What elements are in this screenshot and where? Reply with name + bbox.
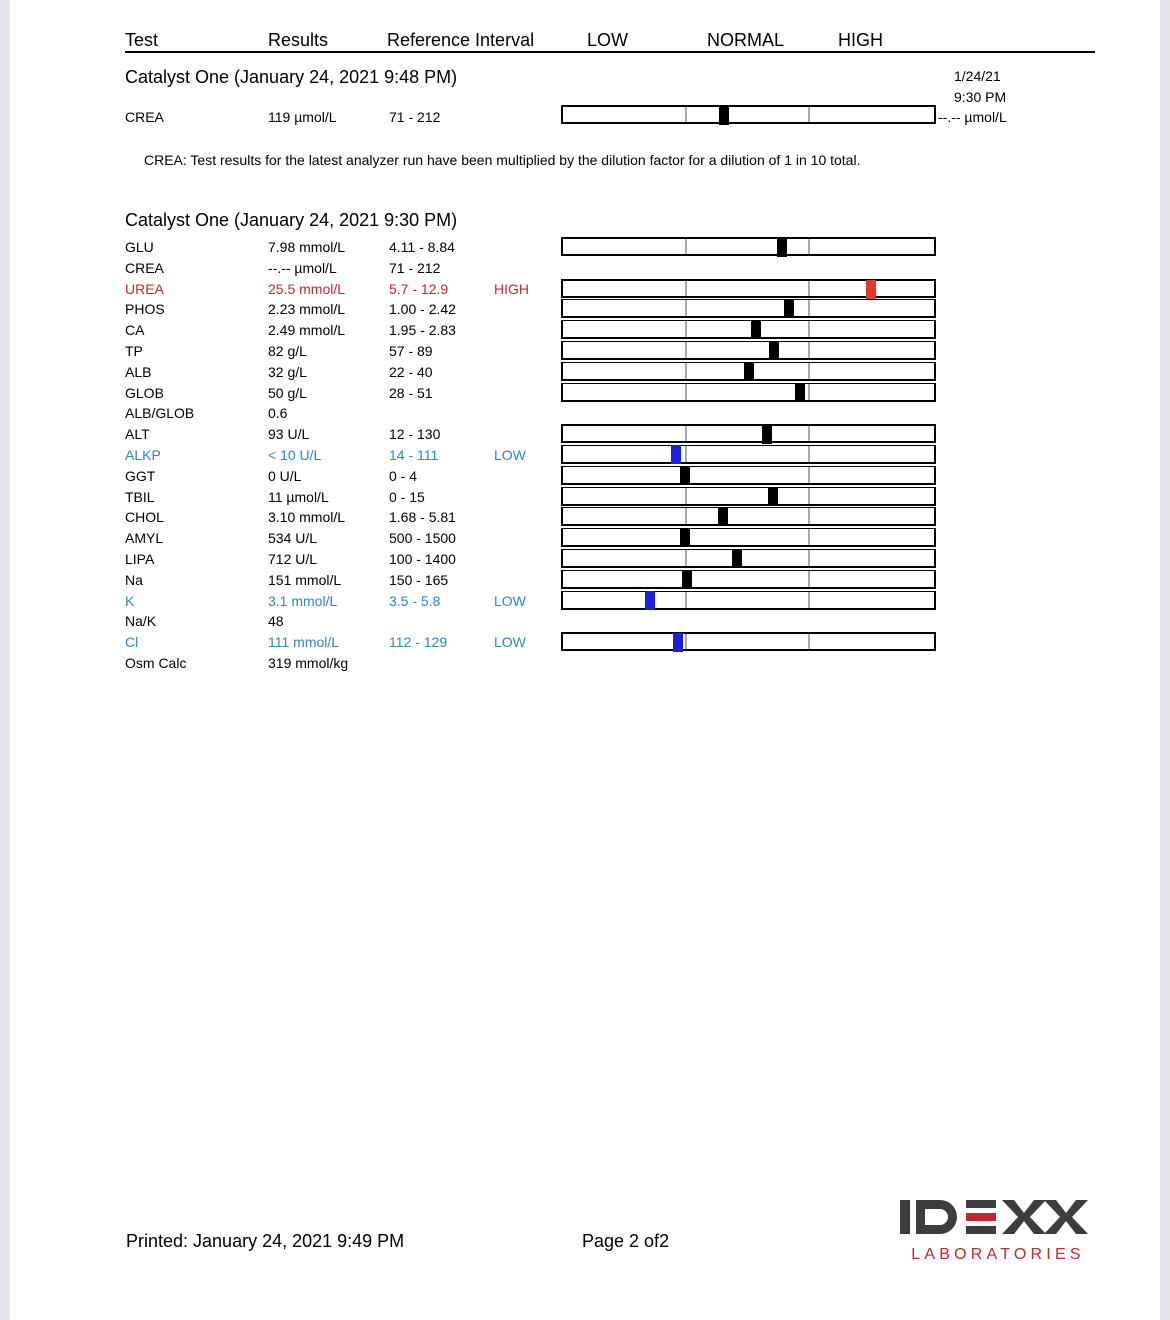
normal-high-divider	[808, 488, 810, 504]
table-row	[10, 632, 1160, 653]
result-marker	[682, 570, 692, 589]
result-marker	[769, 341, 779, 360]
run1-title: Catalyst One (January 24, 2021 9:48 PM)	[125, 67, 458, 87]
result-marker	[751, 320, 761, 339]
dilution-note: CREA: Test results for the latest analyzer run have been multiplied by the dilution factor for a dilution of 1 in 10 total.	[144, 152, 861, 168]
range-bar	[561, 632, 936, 651]
normal-high-divider	[808, 281, 810, 296]
test-reference: 3.5 - 5.8	[389, 593, 441, 609]
table-row	[10, 341, 1160, 362]
test-name: GLOB	[125, 385, 164, 401]
test-result: 111 mmol/L	[268, 634, 340, 650]
table-row	[10, 487, 1160, 508]
table-row	[10, 549, 1160, 570]
result-marker	[645, 591, 655, 610]
test-result: --.-- µmol/L	[268, 260, 337, 276]
table-row	[10, 653, 1160, 674]
range-bar	[561, 445, 936, 464]
normal-high-divider	[808, 571, 810, 587]
test-reference: 12 - 130	[389, 426, 441, 442]
table-row	[10, 424, 1160, 445]
low-normal-divider	[685, 550, 687, 566]
result-marker	[680, 528, 690, 547]
test-name: K	[125, 593, 135, 609]
test-result: 119 µmol/L	[268, 109, 337, 125]
normal-high-divider	[808, 634, 810, 649]
test-name: ALT	[125, 426, 150, 442]
run2-title: Catalyst One (January 24, 2021 9:30 PM)	[125, 210, 458, 230]
range-bar	[561, 383, 936, 402]
low-normal-divider	[685, 488, 687, 504]
result-marker	[719, 106, 729, 125]
test-reference: 71 - 212	[389, 260, 441, 276]
test-result: 3.1 mmol/L	[268, 593, 338, 609]
range-bar	[561, 528, 936, 547]
table-row	[10, 528, 1160, 549]
test-name: TP	[125, 343, 143, 359]
test-result: 93 U/L	[268, 426, 310, 442]
test-result: 11 µmol/L	[268, 489, 329, 505]
low-normal-divider	[685, 107, 687, 122]
low-normal-divider	[685, 384, 687, 400]
test-result: 712 U/L	[268, 551, 318, 567]
range-bar	[561, 466, 936, 485]
test-reference: 14 - 111	[389, 447, 439, 463]
range-bar	[561, 341, 936, 360]
test-result: 319 mmol/kg	[268, 655, 349, 671]
table-row	[10, 445, 1160, 466]
normal-high-divider	[808, 508, 810, 524]
test-reference: 1.95 - 2.83	[389, 322, 456, 338]
header-rule	[125, 51, 1095, 53]
previous-run-date	[954, 66, 1006, 108]
table-row	[10, 570, 1160, 591]
previous-run-value: --.-- µmol/L	[938, 109, 1007, 125]
result-marker	[671, 445, 681, 464]
test-name: CA	[125, 322, 145, 338]
test-result: 2.23 mmol/L	[268, 301, 346, 317]
test-result: 534 U/L	[268, 530, 318, 546]
test-flag: HIGH	[494, 281, 529, 297]
low-normal-divider	[685, 363, 687, 379]
table-row	[10, 403, 1160, 424]
test-name: AMYL	[125, 530, 164, 546]
test-result: 7.98 mmol/L	[268, 239, 346, 255]
table-row	[10, 320, 1160, 341]
previous-run-date-time: 9:30 PM	[954, 89, 1007, 105]
test-result: 0.6	[268, 405, 288, 421]
table-row	[10, 237, 1160, 258]
test-result: 50 g/L	[268, 385, 307, 401]
header-low: LOW	[587, 30, 629, 50]
result-marker	[673, 633, 683, 652]
test-name: Cl	[125, 634, 139, 650]
normal-high-divider	[808, 446, 810, 462]
low-normal-divider	[685, 446, 687, 462]
range-bar	[561, 424, 936, 443]
low-normal-divider	[685, 281, 687, 296]
result-marker	[718, 507, 728, 526]
test-name: CREA	[125, 109, 164, 125]
previous-run-date-day: 1/24/21	[954, 68, 1001, 84]
test-name: ALKP	[125, 447, 161, 463]
test-reference: 1.00 - 2.42	[389, 301, 456, 317]
table-row	[10, 507, 1160, 528]
svg-text:LABORATORIES: LABORATORIES	[911, 1246, 1085, 1263]
test-result: 2.49 mmol/L	[268, 322, 346, 338]
report-page	[10, 0, 1160, 1320]
test-name: Na	[125, 572, 143, 588]
test-result: 0 U/L	[268, 468, 302, 484]
normal-high-divider	[808, 592, 810, 608]
result-marker	[777, 238, 787, 257]
low-normal-divider	[685, 592, 687, 608]
test-result: < 10 U/L	[268, 447, 322, 463]
header-reference-interval: Reference Interval	[387, 30, 535, 50]
result-marker	[744, 362, 754, 381]
low-normal-divider	[685, 634, 687, 649]
normal-high-divider	[808, 363, 810, 379]
test-reference: 5.7 - 12.9	[389, 281, 449, 297]
normal-high-divider	[808, 300, 810, 316]
table-row	[10, 299, 1160, 320]
test-flag: LOW	[494, 593, 526, 609]
normal-high-divider	[808, 467, 810, 483]
result-marker	[680, 466, 690, 485]
printed-timestamp: Printed: January 24, 2021 9:49 PM	[126, 1231, 405, 1251]
idexx-logo	[896, 1196, 1096, 1266]
range-bar	[561, 549, 936, 568]
test-name: LIPA	[125, 551, 155, 567]
range-bar	[561, 507, 936, 526]
test-name: TBIL	[125, 489, 155, 505]
test-reference: 28 - 51	[389, 385, 433, 401]
range-bar	[561, 487, 936, 506]
header-high: HIGH	[838, 30, 883, 50]
table-row	[10, 258, 1160, 279]
result-marker	[784, 299, 794, 318]
low-normal-divider	[685, 426, 687, 441]
test-name: UREA	[125, 281, 164, 297]
result-marker	[795, 383, 805, 402]
range-bar	[561, 591, 936, 610]
result-marker	[732, 549, 742, 568]
test-result: 25.5 mmol/L	[268, 281, 346, 297]
test-name: Na/K	[125, 613, 157, 629]
range-bar	[561, 279, 936, 298]
test-reference: 71 - 212	[389, 109, 441, 125]
range-bar	[561, 299, 936, 318]
normal-high-divider	[808, 342, 810, 358]
test-flag: LOW	[494, 634, 526, 650]
test-result: 82 g/L	[268, 343, 307, 359]
test-reference: 22 - 40	[389, 364, 433, 380]
test-name: CREA	[125, 260, 164, 276]
result-marker	[866, 280, 876, 299]
test-flag: LOW	[494, 447, 526, 463]
normal-high-divider	[808, 107, 810, 122]
test-result: 151 mmol/L	[268, 572, 342, 588]
page-number: Page 2 of2	[582, 1231, 670, 1251]
test-name: GLU	[125, 239, 154, 255]
table-row	[10, 383, 1160, 404]
test-reference: 4.11 - 8.84	[389, 239, 455, 255]
low-normal-divider	[685, 508, 687, 524]
test-reference: 57 - 89	[389, 343, 433, 359]
test-name: GGT	[125, 468, 156, 484]
normal-high-divider	[808, 550, 810, 566]
low-normal-divider	[685, 342, 687, 358]
table-row	[10, 362, 1160, 383]
table-row	[10, 611, 1160, 632]
test-reference: 100 - 1400	[389, 551, 456, 567]
test-reference: 1.68 - 5.81	[389, 509, 456, 525]
test-result: 48	[268, 613, 284, 629]
header-normal: NORMAL	[707, 30, 785, 50]
normal-high-divider	[808, 239, 810, 254]
result-marker	[762, 425, 772, 444]
test-name: CHOL	[125, 509, 164, 525]
test-name: PHOS	[125, 301, 165, 317]
low-normal-divider	[685, 300, 687, 316]
range-bar	[561, 320, 936, 339]
test-name: ALB/GLOB	[125, 405, 195, 421]
low-normal-divider	[685, 239, 687, 254]
table-row	[10, 279, 1160, 300]
test-reference: 0 - 4	[389, 468, 418, 484]
normal-high-divider	[808, 384, 810, 400]
low-normal-divider	[685, 321, 687, 337]
test-result: 32 g/L	[268, 364, 307, 380]
test-reference: 500 - 1500	[389, 530, 456, 546]
range-bar	[561, 362, 936, 381]
test-reference: 0 - 15	[389, 489, 425, 505]
header-test: Test	[125, 30, 159, 50]
range-bar	[561, 237, 936, 256]
test-reference: 112 - 129	[389, 634, 448, 650]
table-row	[10, 591, 1160, 612]
test-reference: 150 - 165	[389, 572, 449, 588]
normal-high-divider	[808, 529, 810, 545]
test-name: ALB	[125, 364, 152, 380]
run1-crea-range-bar	[561, 105, 936, 124]
test-result: 3.10 mmol/L	[268, 509, 346, 525]
normal-high-divider	[808, 426, 810, 441]
range-bar	[561, 570, 936, 589]
table-row	[10, 466, 1160, 487]
normal-high-divider	[808, 321, 810, 337]
header-results: Results	[268, 30, 329, 50]
result-marker	[768, 487, 778, 506]
test-name: Osm Calc	[125, 655, 187, 671]
